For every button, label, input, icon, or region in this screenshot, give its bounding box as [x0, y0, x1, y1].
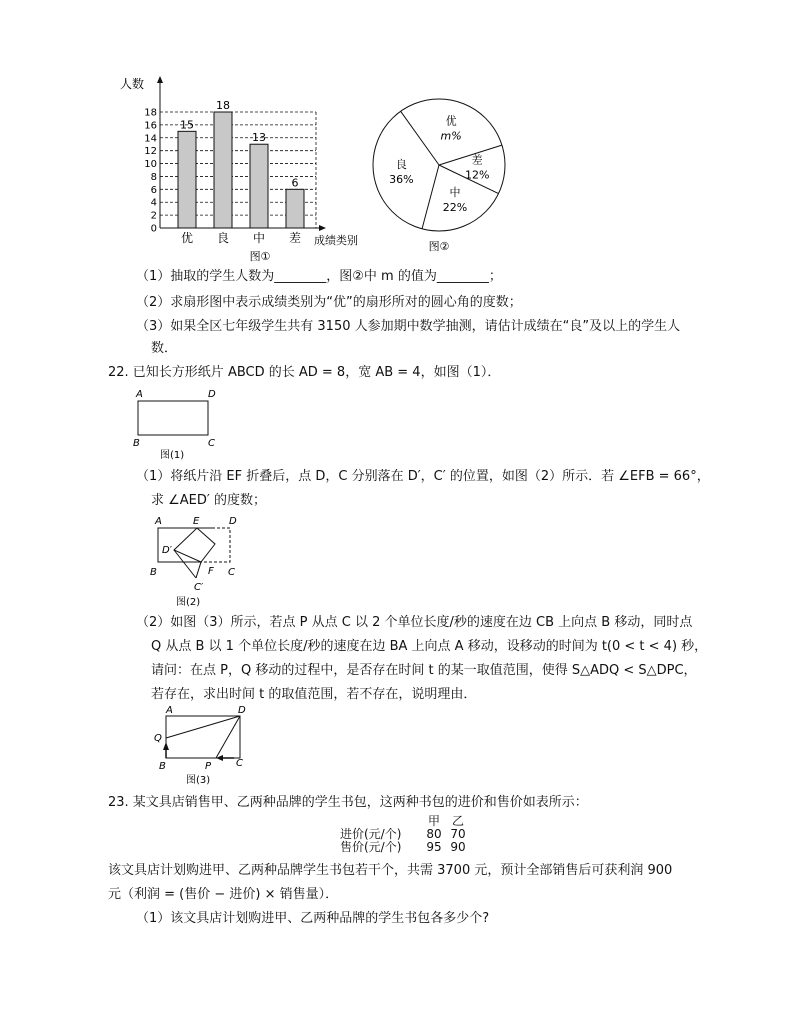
svg-text:C: C	[228, 567, 235, 578]
x-axis-label: 成绩类别	[314, 234, 358, 247]
q23-body-line2: 元（利润 = (售价 − 进价) × 销售量）．	[108, 887, 339, 902]
bar-value-label: 18	[216, 99, 230, 112]
pie-slice-label: 差	[471, 153, 483, 167]
bar-value-label: 6	[291, 176, 299, 190]
svg-text:图(2): 图(2)	[176, 597, 201, 608]
svg-text:C: C	[236, 758, 243, 769]
price-table: 甲 乙 进价(元/个) 80 70 售价(元/个) 95 90	[340, 815, 470, 854]
q22-part2-line3: 请问：在点 P，Q 移动的过程中，是否存在时间 t 的某一取值范围，使得 S△ADQ < S△DPC，	[151, 663, 697, 678]
q23-part1: （1）该文具店计划购进甲、乙两种品牌的学生书包各多少个?	[136, 911, 490, 926]
y-tick-label: 8	[150, 171, 157, 183]
label-a: A	[136, 389, 143, 400]
y-tick-label: 4	[150, 197, 157, 209]
q21-part3-line2: 数．	[151, 341, 178, 356]
q21-part2: （2）求扇形图中表示成绩类别为“优”的扇形所对的圆心角的度数；	[136, 295, 522, 310]
y-tick-label: 12	[144, 146, 157, 158]
q21-part3-line1: （3）如果全区七年级学生共有 3150 人参加期中数学抽测，请估计成绩在“良”及以上的学生人	[136, 319, 681, 334]
x-axis-arrow	[319, 225, 326, 231]
pie-slice-value: m%	[440, 129, 462, 143]
bar	[214, 112, 232, 228]
x-tick-label: 中	[252, 231, 266, 245]
y-tick-label: 10	[144, 159, 157, 171]
svg-text:Q: Q	[154, 733, 162, 744]
table-row: 进价(元/个) 80 70	[340, 827, 466, 841]
rectangle-abcd	[138, 401, 208, 435]
q22-part2-line4: 若存在，求出时间 t 的取值范围，若不存在，说明理由．	[151, 687, 477, 702]
y-tick-label: 2	[150, 210, 157, 222]
svg-text:A: A	[166, 705, 173, 716]
pie-slice-label: 优	[445, 114, 457, 128]
bar-value-label: 15	[180, 118, 194, 132]
q22-part1-line1: （1）将纸片沿 EF 折叠后，点 D，C 分别落在 D′，C′ 的位置，如图（2）所示．若 ∠EFB = 66°，	[136, 469, 710, 484]
svg-text:E: E	[193, 516, 200, 527]
pie-slice-value: 12%	[464, 168, 490, 182]
label-d: D	[208, 389, 216, 400]
figure-1-caption: 图(1)	[160, 450, 185, 461]
pie-chart	[366, 92, 516, 257]
pie-chart-caption: 图②	[428, 240, 450, 253]
svg-text:B: B	[150, 567, 157, 578]
x-tick-label: 优	[180, 231, 194, 245]
svg-text:D: D	[238, 705, 246, 716]
bar-chart-caption: 图①	[249, 250, 271, 263]
y-tick-label: 18	[144, 107, 157, 119]
svg-text:图(3): 图(3)	[186, 775, 211, 786]
q22-stem: 22. 已知长方形纸片 ABCD 的长 AD = 8，宽 AB = 4，如图（1）．	[108, 365, 501, 380]
bar-value-label: 13	[252, 131, 266, 145]
x-tick-label: 差	[288, 231, 302, 245]
label-c: C	[208, 438, 215, 449]
svg-text:P: P	[205, 761, 212, 772]
bar	[250, 144, 268, 228]
q22-figure-2	[144, 512, 254, 610]
pie-slice-label: 中	[449, 185, 461, 199]
y-tick-label: 0	[150, 223, 157, 235]
y-axis-arrow	[157, 76, 163, 83]
q21-part1: （1）抽取的学生人数为________，图②中 m 的值为________；	[136, 269, 502, 284]
pie-slice-value: 36%	[389, 172, 414, 186]
table-row: 售价(元/个) 95 90	[340, 840, 466, 854]
q23-stem: 23. 某文具店销售甲、乙两种品牌的学生书包，这两种书包的进价和售价如表所示：	[108, 795, 588, 810]
svg-text:A: A	[155, 516, 162, 527]
bar	[286, 189, 304, 228]
label-b: B	[133, 438, 140, 449]
svg-text:D′: D′	[162, 545, 172, 556]
folded-flap	[174, 528, 215, 562]
q23-body-line1: 该文具店计划购进甲、乙两种品牌学生书包若干个，共需 3700 元，预计全部销售后可获利润 900	[108, 863, 673, 878]
y-tick-label: 14	[144, 133, 157, 145]
q22-figure-3	[150, 702, 260, 792]
bar	[178, 131, 196, 228]
y-axis-label: 人数	[120, 77, 145, 91]
y-tick-label: 6	[150, 184, 157, 196]
svg-text:D: D	[229, 516, 237, 527]
bar-chart	[118, 70, 358, 266]
pie-slice-value: 22%	[442, 200, 468, 214]
q22-part2-line1: （2）如图（3）所示，若点 P 从点 C 以 2 个单位长度/秒的速度在边 CB 上向点 B 移动，同时点	[136, 615, 693, 630]
q22-part1-line2: 求 ∠AED′ 的度数；	[151, 493, 266, 508]
q22-figure-1	[128, 384, 238, 464]
x-tick-label: 良	[216, 231, 230, 245]
svg-text:B: B	[159, 761, 166, 772]
svg-text:C′: C′	[194, 582, 204, 593]
svg-text:F: F	[208, 566, 214, 577]
pie-slice-label: 良	[395, 157, 407, 171]
q22-part2-line2: Q 从点 B 以 1 个单位长度/秒的速度在边 BA 上向点 A 移动，设移动的时间为 t(0 < t < 4) 秒，	[151, 639, 708, 654]
y-tick-label: 16	[144, 120, 157, 132]
